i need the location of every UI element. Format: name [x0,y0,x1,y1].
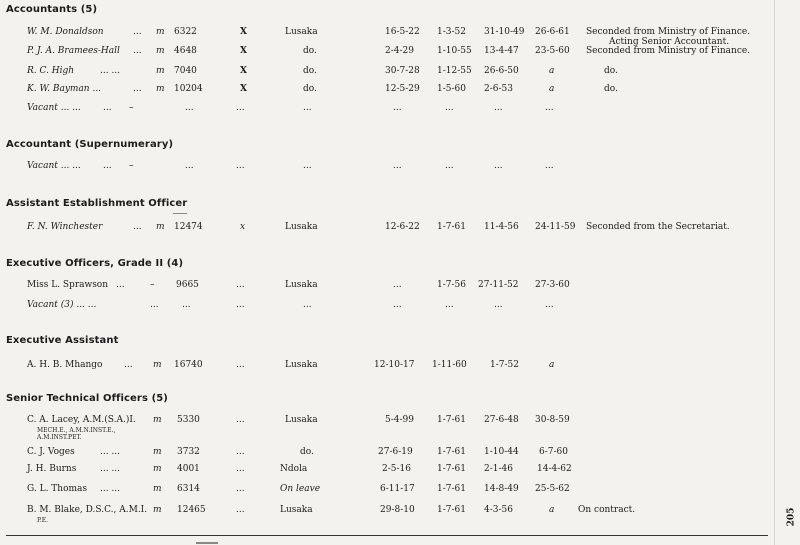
leader-dots: ... [124,360,133,370]
qualifications: P.E. [37,517,49,524]
date-first-appointment: 1-7-52 [490,360,519,370]
station: ... [303,103,312,113]
station: Lusaka [285,27,318,37]
leader-dots: ... [150,300,159,310]
qualifications: MECH.E., A.M.N.INST.E., A.M.INST.PET. [37,427,116,441]
station: do. [303,84,317,94]
station: ... [303,300,312,310]
file-number: ... [185,103,194,113]
class-mark: ... [236,161,245,171]
date-appointed: 1-7-61 [437,464,466,474]
class-mark: ... [236,447,245,457]
class-mark: ... [236,360,245,370]
remarks: On contract. [578,505,636,515]
date-of-birth: 6-11-17 [380,484,415,494]
officer-name: K. W. Bayman ... [27,84,102,94]
file-number: ... [182,300,191,310]
date-of-birth: 27-6-19 [378,447,413,457]
leader-dots: ... [133,46,142,56]
date-appointed: 1-7-61 [437,415,466,425]
ink-mark [173,213,187,214]
date-first-appointment: 2-6-53 [484,84,513,94]
date-leave: 25-5-62 [535,484,570,494]
table-row [0,159,800,173]
remarks-extra: Acting Senior Accountant. [609,37,730,47]
remarks: do. [604,66,618,76]
officer-name: C. J. Voges [27,447,75,457]
date-of-birth: 2-5-16 [382,464,411,474]
date-of-birth: ... [393,280,402,290]
officer-name: Miss L. Sprawson [27,280,109,290]
date-appointed: 1-7-61 [437,447,466,457]
section-title-accountant-supernumerary: Accountant (Supernumerary) [6,139,174,150]
table-row [0,101,800,115]
date-first-appointment: 4-3-56 [484,505,513,515]
date-of-birth: 12-6-22 [385,222,420,232]
class-mark: ... [236,415,245,425]
marital-status: – [129,161,134,171]
ink-mark [196,542,218,544]
officer-name: C. A. Lacey, A.M.(S.A.)I. [27,415,136,425]
date-leave: 14-4-62 [537,464,572,474]
date-appointed: 1-10-55 [437,46,472,56]
marital-status: m [153,360,162,370]
date-leave: a [549,84,555,94]
date-appointed: 1-7-61 [437,484,466,494]
officer-name: G. L. Thomas [27,484,88,494]
class-mark: X [240,27,247,37]
file-number: 9665 [176,280,199,290]
leader-dots: ... ... [100,464,121,474]
station: do. [303,46,317,56]
date-first-appointment: ... [494,103,503,113]
date-appointed: 1-12-55 [437,66,472,76]
section-title-assistant-establishment-officer: Assistant Establishment Officer [6,198,188,209]
date-of-birth: 2-4-29 [385,46,414,56]
date-appointed: 1-3-52 [437,27,466,37]
station: Lusaka [285,360,318,370]
date-appointed: 1-5-60 [437,84,466,94]
date-leave: ... [545,103,554,113]
date-first-appointment: ... [494,300,503,310]
file-number: 12465 [177,505,206,515]
officer-name: P. J. A. Bramees-Hall [27,46,120,56]
section-title-executive-officers: Executive Officers, Grade II (4) [6,258,184,269]
table-row [0,64,800,78]
date-leave: ... [545,161,554,171]
table-row [0,298,800,312]
file-number: ... [185,161,194,171]
leader-dots: ... ... [100,484,121,494]
date-of-birth: ... [393,103,402,113]
marital-status: m [153,464,162,474]
marital-status: m [153,447,162,457]
date-appointed: ... [445,300,454,310]
marital-status: m [156,222,165,232]
officer-name: F. N. Winchester [27,222,103,232]
station: Lusaka [285,222,318,232]
date-first-appointment: 26-6-50 [484,66,519,76]
officer-name: W. M. Donaldson [27,27,104,37]
class-mark: ... [236,103,245,113]
page-edge [774,0,775,545]
remarks: do. [604,84,618,94]
date-first-appointment: 11-4-56 [484,222,519,232]
date-leave: 26-6-61 [535,27,570,37]
date-leave: 27-3-60 [535,280,570,290]
date-first-appointment: 31-10-49 [484,27,525,37]
date-of-birth: 5-4-99 [385,415,414,425]
leader-dots: ... [133,84,142,94]
date-appointed: ... [445,103,454,113]
date-of-birth: ... [393,161,402,171]
marital-status: m [153,505,162,515]
station: Lusaka [280,505,313,515]
officer-name: R. C. High [27,66,75,76]
date-appointed: 1-11-60 [432,360,467,370]
marital-status: m [156,66,165,76]
table-row [0,82,800,96]
file-number: 10204 [174,84,203,94]
leader-dots: ... ... [100,66,121,76]
class-mark: X [240,46,247,56]
section-title-executive-assistant: Executive Assistant [6,335,119,346]
remarks: Seconded from Ministry of Finance. [586,46,751,56]
page-number: 205 [786,507,797,527]
marital-status: – [129,103,134,113]
file-number: 7040 [174,66,197,76]
station: do. [300,447,314,457]
date-leave: a [549,66,555,76]
officer-name: J. H. Burns [27,464,77,474]
file-number: 4001 [177,464,200,474]
remarks: Seconded from the Secretariat. [586,222,730,232]
marital-status: m [156,27,165,37]
leader-dots: ... [133,27,142,37]
date-first-appointment: 2-1-46 [484,464,513,474]
table-row [0,358,800,372]
station: Lusaka [285,280,318,290]
station: ... [303,161,312,171]
date-leave: 24-11-59 [535,222,576,232]
leader-dots: ... [116,280,125,290]
date-first-appointment: 13-4-47 [484,46,519,56]
file-number: 6314 [177,484,200,494]
date-appointed: ... [445,161,454,171]
date-leave: a [549,505,555,515]
bottom-rule [6,535,768,536]
class-mark: X [240,84,247,94]
class-mark: ... [236,484,245,494]
file-number: 4648 [174,46,197,56]
section-title-accountants: Accountants (5) [6,4,98,15]
table-row [0,462,800,476]
date-of-birth: 12-5-29 [385,84,420,94]
date-of-birth: 29-8-10 [380,505,415,515]
officer-name: Vacant ... ... [27,103,81,113]
date-first-appointment: 27-11-52 [478,280,519,290]
table-row [0,482,800,496]
leader-dots: ... [133,222,142,232]
table-row [0,44,800,58]
class-mark: X [240,66,247,76]
file-number: 5330 [177,415,200,425]
date-of-birth: 30-7-28 [385,66,420,76]
officer-name: A. H. B. Mhango [27,360,103,370]
table-row [0,503,800,517]
marital-status: m [153,484,162,494]
marital-status: m [156,46,165,56]
leader-dots: ... ... [100,447,121,457]
station: Lusaka [285,415,318,425]
table-row [0,220,800,234]
station: On leave [280,484,321,494]
marital-status: m [153,415,162,425]
date-first-appointment: 27-6-48 [484,415,519,425]
remarks: Seconded from Ministry of Finance. [586,27,751,37]
leader-dots: ... [103,161,112,171]
table-row [0,445,800,459]
class-mark: x [240,222,246,232]
date-leave: 23-5-60 [535,46,570,56]
date-first-appointment: 14-8-49 [484,484,519,494]
station: Ndola [280,464,308,474]
class-mark: ... [236,464,245,474]
file-number: 3732 [177,447,200,457]
table-row [0,413,800,427]
marital-status: – [150,280,155,290]
date-leave: ... [545,300,554,310]
date-first-appointment: ... [494,161,503,171]
file-number: 6322 [174,27,197,37]
date-leave: a [549,360,555,370]
date-appointed: 1-7-56 [437,280,466,290]
station: do. [303,66,317,76]
table-row [0,278,800,292]
date-appointed: 1-7-61 [437,505,466,515]
officer-name: Vacant ... ... [27,161,81,171]
date-first-appointment: 1-10-44 [484,447,519,457]
date-of-birth: ... [393,300,402,310]
class-mark: ... [236,505,245,515]
class-mark: ... [236,300,245,310]
file-number: 12474 [174,222,203,232]
date-of-birth: 12-10-17 [374,360,415,370]
officer-name: Vacant (3) ... ... [27,300,97,310]
marital-status: m [156,84,165,94]
date-leave: 6-7-60 [539,447,568,457]
date-appointed: 1-7-61 [437,222,466,232]
officer-name: B. M. Blake, D.S.C., A.M.I. [27,505,148,515]
section-title-senior-technical-officers: Senior Technical Officers (5) [6,393,168,404]
date-of-birth: 16-5-22 [385,27,420,37]
file-number: 16740 [174,360,203,370]
leader-dots: ... [103,103,112,113]
date-leave: 30-8-59 [535,415,570,425]
class-mark: ... [236,280,245,290]
